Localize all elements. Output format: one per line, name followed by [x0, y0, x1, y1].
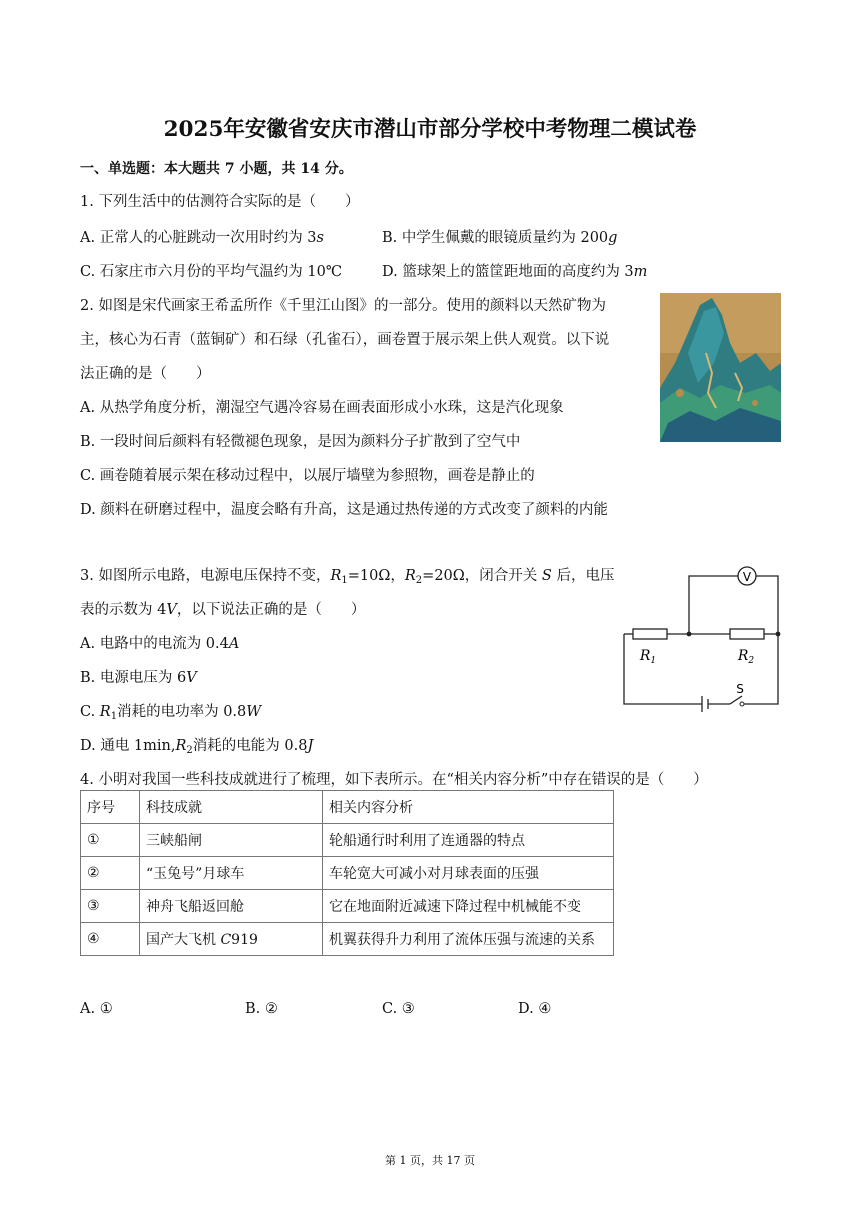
table-cell: 机翼获得升力利用了流体压强与流速的关系	[323, 923, 614, 956]
table-cell: 车轮宽大可减小对月球表面的压强	[323, 857, 614, 890]
table-cell: “玉兔号”月球车	[140, 857, 323, 890]
q4-stem: 4. 小明对我国一些科技成就进行了梳理，如下表所示。在“相关内容分析”中存在错误的是（ ）	[80, 772, 708, 788]
page-title: 2025年安徽省安庆市潜山市部分学校中考物理二模试卷	[163, 117, 697, 142]
landscape-painting-image	[660, 293, 781, 442]
table-cell: ①	[81, 824, 140, 857]
table-cell: 它在地面附近减速下降过程中机械能不变	[323, 890, 614, 923]
q1-option-a: A. 正常人的心脏跳动一次用时约为 3s	[80, 230, 324, 246]
table-row	[81, 890, 614, 923]
q3-option-c: C. $R_1$消耗的电功率为 0.8W	[80, 704, 262, 722]
q3-stem-line2: 表的示数为 4V，以下说法正确的是（ ）	[80, 602, 366, 618]
q2-stem-line3: 法正确的是（ ）	[80, 366, 211, 382]
voltmeter-label: V	[742, 570, 752, 584]
q3-option-d: D. 通电 $1\min,R_2$消耗的电能为 0.8J	[80, 738, 314, 756]
table-header-row	[81, 791, 614, 824]
table-cell: 轮船通行时利用了连通器的特点	[323, 824, 614, 857]
r2-label: $R_2$	[737, 648, 755, 666]
q4-option-a: A. ①	[80, 1001, 113, 1017]
q1-option-b: B. 中学生佩戴的眼镜质量约为 200g	[382, 230, 618, 246]
q2-option-b: B. 一段时间后颜料有轻微褪色现象，是因为颜料分子扩散到了空气中	[80, 434, 521, 450]
table-cell: ②	[81, 857, 140, 890]
achievements-table	[80, 790, 614, 956]
table-cell: ④	[81, 923, 140, 956]
q1-stem: 1. 下列生活中的估测符合实际的是（ ）	[80, 194, 360, 210]
switch-label: S	[736, 682, 744, 696]
q3-option-b: B. 电源电压为 6V	[80, 670, 197, 686]
q3-option-a: A. 电路中的电流为 0.4A	[80, 636, 240, 652]
table-header-cell: 科技成就	[140, 791, 323, 824]
table-cell: 神舟飞船返回舱	[140, 890, 323, 923]
table-header-cell: 序号	[81, 791, 140, 824]
q2-option-c: C. 画卷随着展示架在移动过程中，以展厅墙壁为参照物，画卷是静止的	[80, 468, 535, 484]
q4-option-b: B. ②	[245, 1001, 278, 1017]
circuit-diagram	[618, 562, 788, 712]
table-cell: ③	[81, 890, 140, 923]
table-row	[81, 857, 614, 890]
q2-stem-line1: 2. 如图是宋代画家王希孟所作《千里江山图》的一部分。使用的颜料以天然矿物为	[80, 298, 606, 314]
r1-label: $R_1$	[639, 648, 657, 666]
q3-stem-line1: 3. 如图所示电路，电源电压保持不变，$R_1=10\Omega$，$R_2=20\Omega$，闭合开关 S 后，电压	[80, 568, 615, 586]
q4-option-d: D. ④	[518, 1001, 552, 1017]
table-cell: 三峡船闸	[140, 824, 323, 857]
resistor-r2	[730, 629, 764, 639]
table-cell: 国产大飞机 C919	[140, 923, 323, 956]
page-footer: 第 1 页，共 17 页	[385, 1154, 475, 1167]
table-header-cell: 相关内容分析	[323, 791, 614, 824]
q1-option-d: D. 篮球架上的篮筐距地面的高度约为 3m	[382, 264, 648, 280]
table-row	[81, 923, 614, 956]
section-heading: 一、单选题：本大题共 7 小题，共 14 分。	[80, 161, 353, 177]
q4-option-c: C. ③	[382, 1001, 415, 1017]
q2-stem-line2: 主，核心为石青（蓝铜矿）和石绿（孔雀石），画卷置于展示架上供人观赏。以下说	[80, 332, 610, 348]
table-row	[81, 824, 614, 857]
q2-option-d: D. 颜料在研磨过程中，温度会略有升高，这是通过热传递的方式改变了颜料的内能	[80, 502, 608, 518]
q2-option-a: A. 从热学角度分析，潮湿空气遇冷容易在画表面形成小水珠，这是汽化现象	[80, 400, 564, 416]
q1-option-c: C. 石家庄市六月份的平均气温约为 10℃	[80, 264, 343, 280]
resistor-r1	[633, 629, 667, 639]
